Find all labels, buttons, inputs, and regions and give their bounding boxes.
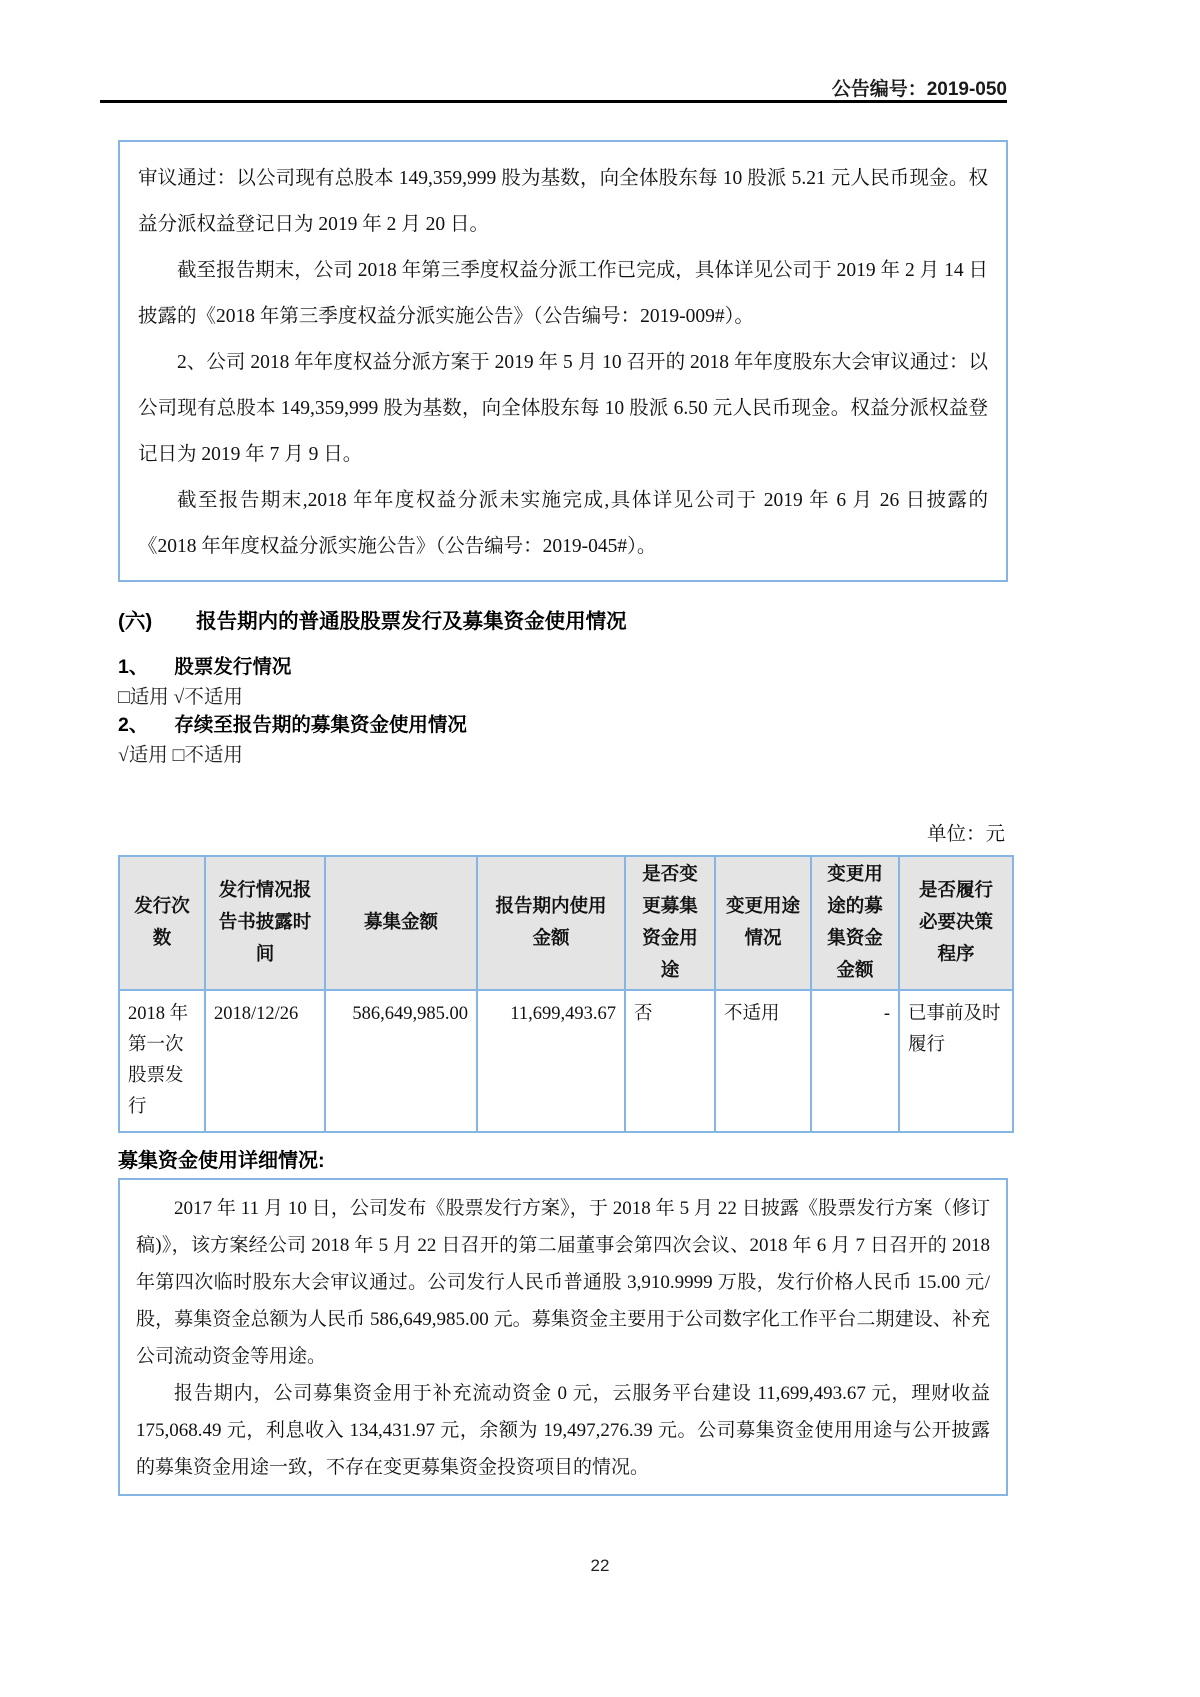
dividend-paragraph-4: 截至报告期末,2018 年年度权益分派未实施完成,具体详见公司于 2019 年 6 月 26 日披露的《2018 年年度权益分派实施公告》（公告编号：2019-045#）。 [138, 490, 988, 557]
item1-heading [118, 651, 291, 679]
col-header-change-status: 变更用途情况 [715, 856, 811, 990]
section-six-title: 报告期内的普通股股票发行及募集资金使用情况 [196, 610, 627, 633]
usage-detail-box [118, 1178, 1008, 1496]
item1-applicability: □适用 √不适用 [118, 687, 243, 708]
cell-used-amount: 11,699,493.67 [477, 990, 625, 1132]
table-unit-label: 单位：元 [926, 824, 1005, 845]
cell-changed-amount: - [811, 990, 899, 1132]
cell-raised-amount: 586,649,985.00 [325, 990, 477, 1132]
table-header-row [119, 856, 1013, 990]
col-header-raised-amount: 募集金额 [325, 856, 477, 990]
dividend-distribution-box [118, 140, 1008, 582]
fundraising-table [118, 855, 1014, 1133]
section-six-number: (六) [118, 610, 153, 633]
col-header-used-amount: 报告期内使用金额 [477, 856, 625, 990]
item2-applicability: √适用 □不适用 [118, 745, 243, 766]
item2-number: 2、 [118, 714, 149, 736]
col-header-decision-procedure: 是否履行必要决策程序 [899, 856, 1013, 990]
item2-title: 存续至报告期的募集资金使用情况 [174, 714, 467, 736]
item2-heading [118, 709, 467, 737]
usage-detail-paragraph-2: 报告期内，公司募集资金用于补充流动资金 0 元，云服务平台建设 11,699,493.67 元，理财收益 175,068.49 元，利息收入 134,431.97 元，余额为 19,497,276.39 元。公司募集资金使用用途与公开披露的募集资金用途一致，不存在变更募集资金投资项目的情况。 [136, 1383, 990, 1478]
cell-issue-number: 2018 年第一次股票发行 [119, 990, 205, 1132]
dividend-paragraph-1: 审议通过：以公司现有总股本 149,359,999 股为基数，向全体股东每 10 股派 5.21 元人民币现金。权益分派权益登记日为 2019 年 2 月 20 日。 [138, 168, 988, 235]
page-number: 22 [590, 1556, 610, 1575]
cell-purpose-changed: 否 [625, 990, 715, 1132]
dividend-paragraph-2: 截至报告期末，公司 2018 年第三季度权益分派工作已完成，具体详见公司于 2019 年 2 月 14 日披露的《2018 年第三季度权益分派实施公告》（公告编号：2019-009#）。 [138, 260, 988, 327]
cell-disclosure-date: 2018/12/26 [205, 990, 325, 1132]
col-header-disclosure-date: 发行情况报告书披露时间 [205, 856, 325, 990]
cell-change-status: 不适用 [715, 990, 811, 1132]
cell-decision-procedure: 已事前及时履行 [899, 990, 1013, 1132]
usage-detail-paragraph-1: 2017 年 11 月 10 日，公司发布《股票发行方案》，于 2018 年 5 月 22 日披露《股票发行方案（修订稿)》，该方案经公司 2018 年 5 月 22 日召开的第二届董事会第四次会议、2018 年 6 月 7 日召开的 2018 年第四次临时股东大会审议通过。公司发行人民币普通股 3,910.9999 万股，发行价格人民币 15.00 元/股，募集资金总额为人民币 586,649,985.00 元。募集资金主要用于公司数字化工作平台二期建设、补充公司流动资金等用途。 [136, 1198, 990, 1367]
col-header-changed-amount: 变更用途的募集资金金额 [811, 856, 899, 990]
usage-detail-heading: 募集资金使用详细情况: [118, 1150, 325, 1172]
item1-number: 1、 [118, 656, 149, 678]
dividend-paragraph-3: 2、公司 2018 年年度权益分派方案于 2019 年 5 月 10 召开的 2018 年年度股东大会审议通过：以公司现有总股本 149,359,999 股为基数，向全体股东每 10 股派 6.50 元人民币现金。权益分派权益登记日为 2019 年 7 月 9 日。 [138, 352, 988, 465]
announcement-number: 公告编号：2019-050 [831, 79, 1007, 100]
header-divider [100, 100, 1007, 103]
col-header-purpose-changed: 是否变更募集资金用途 [625, 856, 715, 990]
table-row [119, 990, 1013, 1132]
item1-title: 股票发行情况 [174, 656, 292, 678]
col-header-issue-number: 发行次数 [119, 856, 205, 990]
section-six-heading [118, 604, 627, 634]
